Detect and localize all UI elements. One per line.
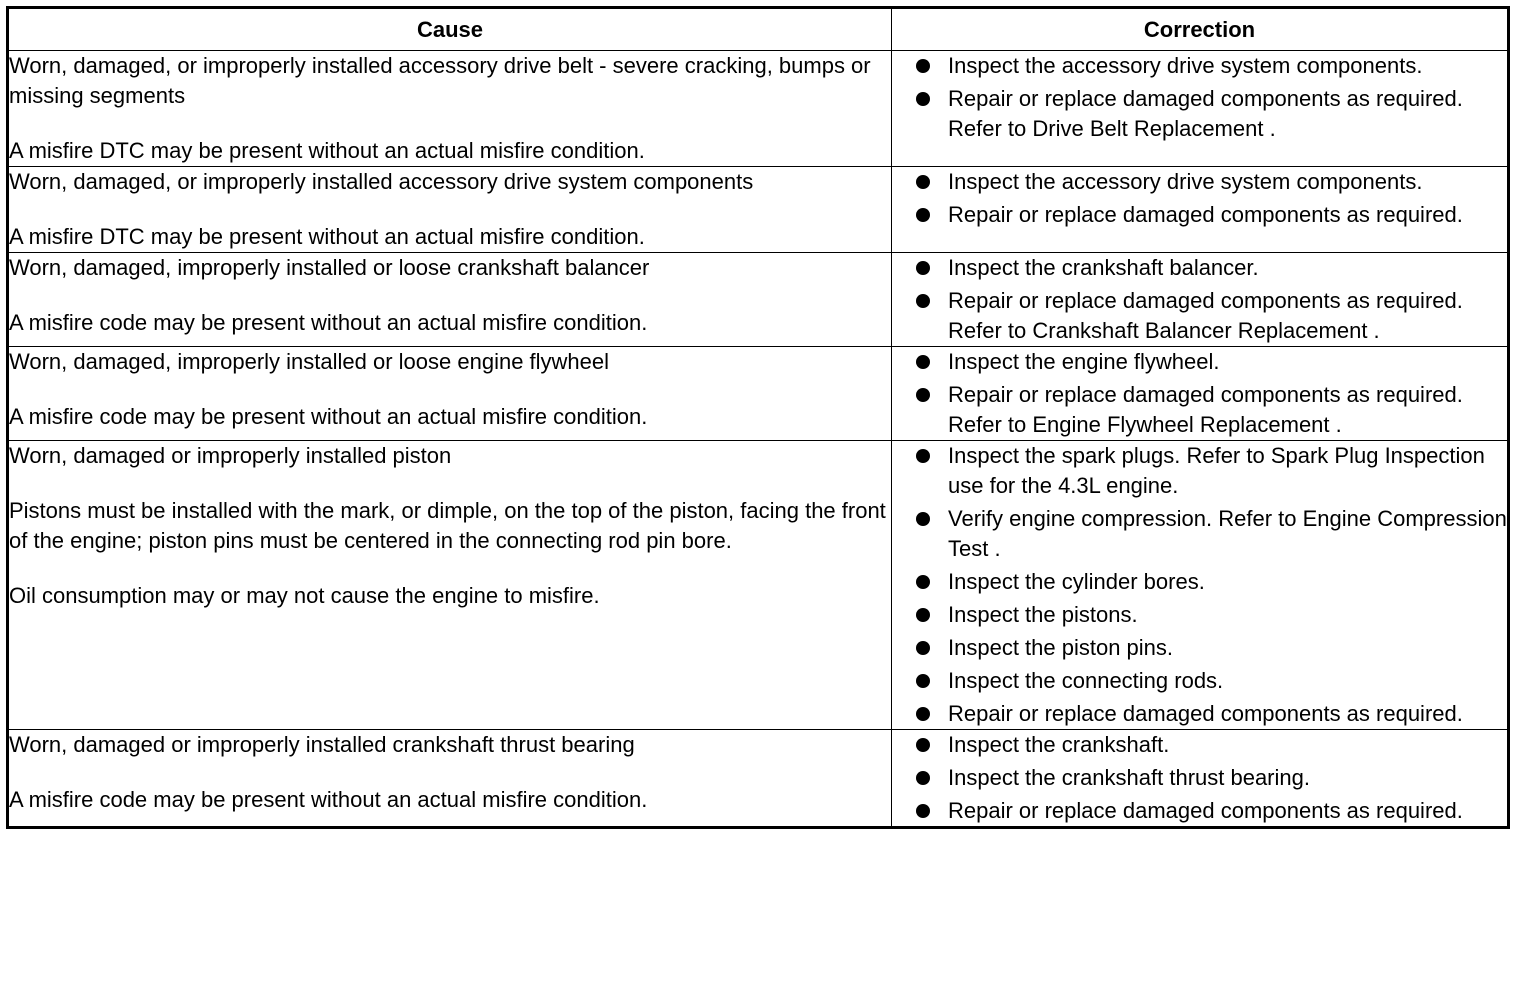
correction-step-text: Inspect the pistons.	[948, 602, 1138, 627]
table-row	[8, 253, 1509, 347]
table-body	[8, 51, 1509, 828]
correction-step-text: Inspect the spark plugs. Refer to Spark Plug Inspection use for the 4.3L engine.	[948, 443, 1485, 498]
bullet-icon	[916, 641, 930, 655]
diagnostic-table	[6, 6, 1510, 829]
cause-cell	[8, 253, 892, 347]
cause-note: A misfire DTC may be present without an actual misfire condition.	[9, 224, 645, 249]
correction-list	[892, 51, 1507, 144]
correction-step-text: Repair or replace damaged components as required.	[948, 798, 1463, 823]
bullet-icon	[916, 771, 930, 785]
bullet-icon	[916, 175, 930, 189]
cause-note: Pistons must be installed with the mark, or dimple, on the top of the piston, facing the front of the engine; piston pins must be centered in the connecting rod pin bore.	[9, 498, 886, 553]
bullet-icon	[916, 92, 930, 106]
correction-step	[892, 600, 1507, 630]
cause-cell	[8, 730, 892, 828]
cause-cell	[8, 347, 892, 441]
correction-step-text: Verify engine compression. Refer to Engine Compression Test .	[948, 506, 1507, 561]
header-row	[8, 8, 1509, 51]
correction-step	[892, 666, 1507, 696]
correction-step	[892, 699, 1507, 729]
bullet-icon	[916, 707, 930, 721]
correction-cell	[892, 730, 1509, 828]
correction-list	[892, 730, 1507, 826]
correction-cell	[892, 51, 1509, 167]
cause-title: Worn, damaged or improperly installed crankshaft thrust bearing	[9, 732, 635, 757]
correction-step-text: Inspect the crankshaft balancer.	[948, 255, 1259, 280]
bullet-icon	[916, 738, 930, 752]
correction-step-text: Repair or replace damaged components as required. Refer to Crankshaft Balancer Replacement .	[948, 288, 1463, 343]
correction-step	[892, 633, 1507, 663]
table-row	[8, 441, 1509, 730]
cause-title: Worn, damaged, improperly installed or loose crankshaft balancer	[9, 255, 650, 280]
cause-title: Worn, damaged, or improperly installed accessory drive belt - severe cracking, bumps or missing segments	[9, 53, 871, 108]
cause-note: Oil consumption may or may not cause the engine to misfire.	[9, 583, 600, 608]
cause-cell	[8, 441, 892, 730]
correction-column-header: Correction	[892, 8, 1509, 51]
correction-step	[892, 84, 1507, 144]
correction-step-text: Inspect the piston pins.	[948, 635, 1174, 660]
correction-step-text: Inspect the connecting rods.	[948, 668, 1224, 693]
correction-step	[892, 567, 1507, 597]
correction-step	[892, 763, 1507, 793]
cause-note: A misfire DTC may be present without an actual misfire condition.	[9, 138, 645, 163]
correction-step	[892, 167, 1507, 197]
correction-cell	[892, 167, 1509, 253]
correction-step	[892, 286, 1507, 346]
bullet-icon	[916, 59, 930, 73]
correction-list	[892, 347, 1507, 440]
correction-step-text: Repair or replace damaged components as required. Refer to Engine Flywheel Replacement .	[948, 382, 1463, 437]
correction-step-text: Repair or replace damaged components as required.	[948, 701, 1463, 726]
correction-step	[892, 796, 1507, 826]
correction-step	[892, 51, 1507, 81]
correction-step	[892, 200, 1507, 230]
cause-title: Worn, damaged, improperly installed or loose engine flywheel	[9, 349, 610, 374]
correction-step-text: Inspect the accessory drive system components.	[948, 53, 1423, 78]
correction-step	[892, 441, 1507, 501]
correction-step	[892, 347, 1507, 377]
correction-list	[892, 253, 1507, 346]
bullet-icon	[916, 674, 930, 688]
cause-note: A misfire code may be present without an actual misfire condition.	[9, 310, 648, 335]
cause-title: Worn, damaged or improperly installed piston	[9, 443, 452, 468]
bullet-icon	[916, 261, 930, 275]
cause-cell	[8, 51, 892, 167]
correction-step-text: Repair or replace damaged components as required.	[948, 202, 1463, 227]
correction-list	[892, 441, 1507, 729]
correction-step-text: Inspect the crankshaft thrust bearing.	[948, 765, 1310, 790]
cause-column-header: Cause	[8, 8, 892, 51]
correction-step-text: Inspect the cylinder bores.	[948, 569, 1205, 594]
correction-step-text: Repair or replace damaged components as required. Refer to Drive Belt Replacement .	[948, 86, 1463, 141]
cause-title: Worn, damaged, or improperly installed accessory drive system components	[9, 169, 754, 194]
correction-cell	[892, 441, 1509, 730]
table-row	[8, 51, 1509, 167]
bullet-icon	[916, 608, 930, 622]
correction-step-text: Inspect the crankshaft.	[948, 732, 1170, 757]
correction-step-text: Inspect the engine flywheel.	[948, 349, 1220, 374]
correction-step	[892, 380, 1507, 440]
bullet-icon	[916, 355, 930, 369]
correction-list	[892, 167, 1507, 230]
correction-cell	[892, 347, 1509, 441]
table-row	[8, 347, 1509, 441]
table-row	[8, 730, 1509, 828]
correction-step	[892, 253, 1507, 283]
cause-note: A misfire code may be present without an actual misfire condition.	[9, 787, 648, 812]
table-row	[8, 167, 1509, 253]
bullet-icon	[916, 388, 930, 402]
cause-cell	[8, 167, 892, 253]
correction-cell	[892, 253, 1509, 347]
bullet-icon	[916, 294, 930, 308]
cause-note: A misfire code may be present without an actual misfire condition.	[9, 404, 648, 429]
bullet-icon	[916, 512, 930, 526]
correction-step	[892, 504, 1507, 564]
correction-step	[892, 730, 1507, 760]
bullet-icon	[916, 208, 930, 222]
bullet-icon	[916, 449, 930, 463]
bullet-icon	[916, 575, 930, 589]
bullet-icon	[916, 804, 930, 818]
correction-step-text: Inspect the accessory drive system components.	[948, 169, 1423, 194]
